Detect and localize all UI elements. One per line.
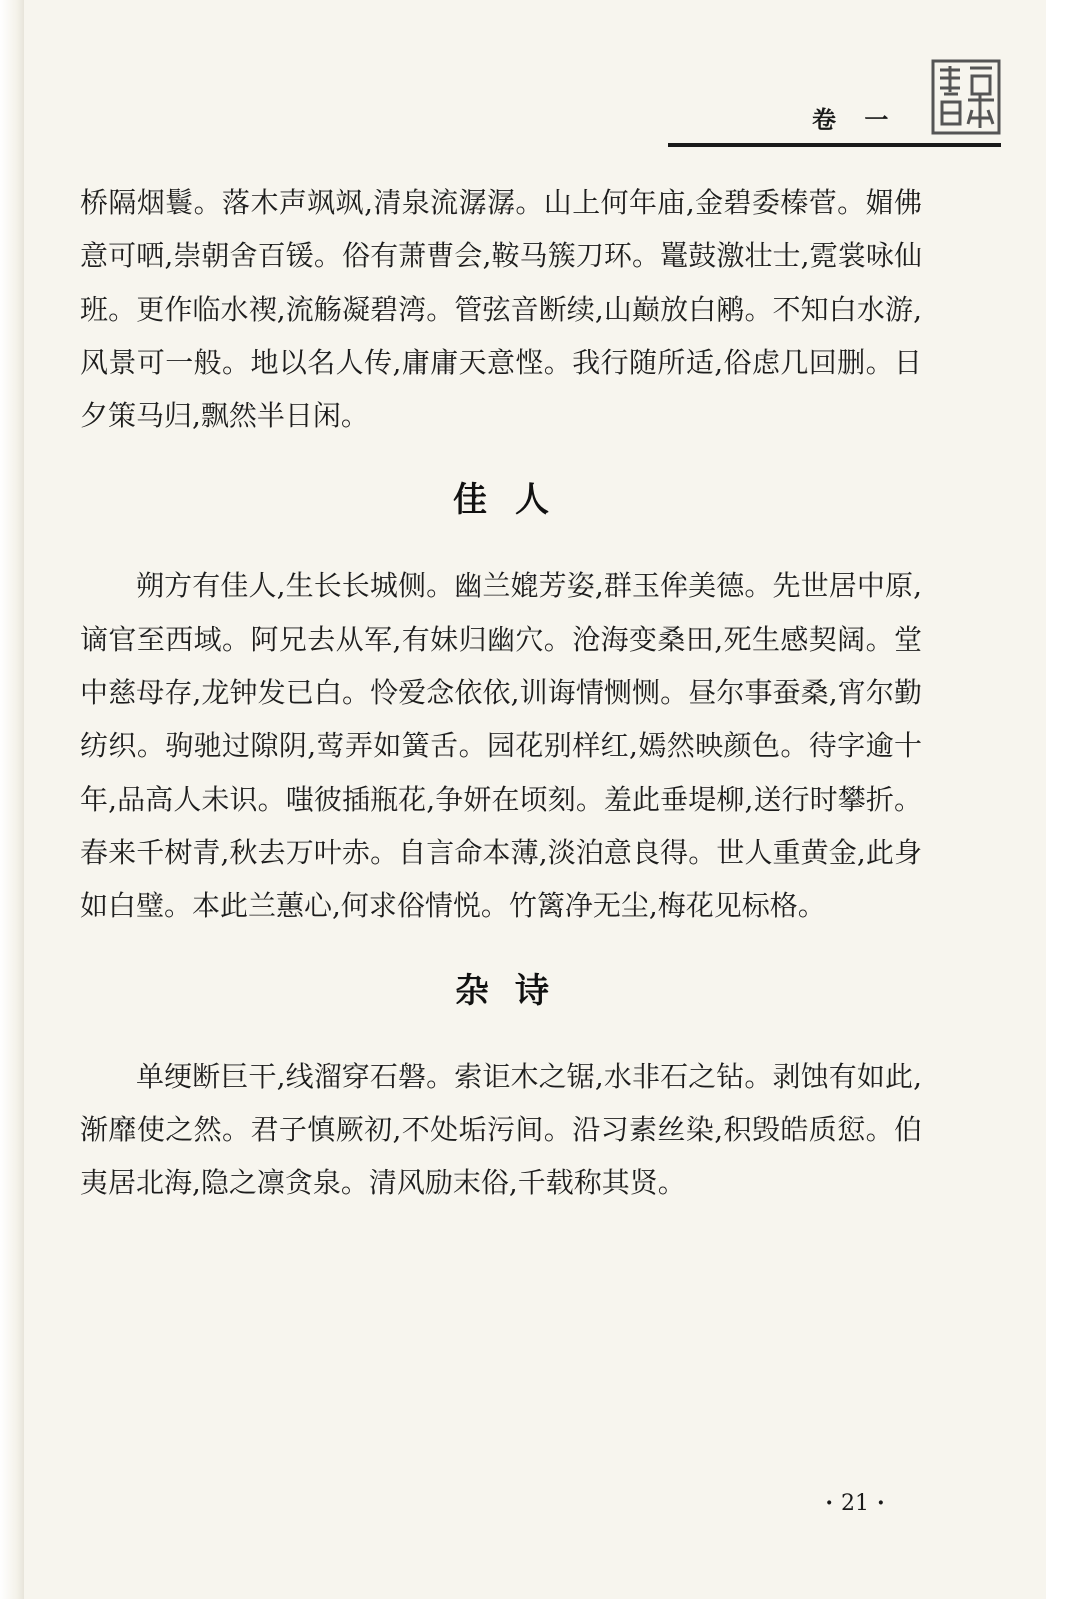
- seal-stamp-icon: [930, 58, 1002, 136]
- page-number-value: 21: [841, 1491, 869, 1516]
- poem-title-jiaren: 佳人: [453, 480, 577, 521]
- poem-continuation: 桥隔烟鬟。落木声飒飒,清泉流潺潺。山上何年庙,金碧委榛菅。媚佛意可哂,崇朝舍百锾。俗有萧曹会,鞍马簇刀环。鼍鼓激壮士,霓裳咏仙班。更作临水禊,流觞凝碧湾。管弦音断续,山巅放白鹇。不知白水游,风景可一般。地以名人传,庸庸天意悭。我行随所适,俗虑几回删。日夕策马归,飘然半日闲。: [80, 186, 922, 433]
- poem-content: [80, 176, 922, 1209]
- page-edge-left: [0, 0, 24, 1599]
- poem-body-jiaren: 朔方有佳人,生长长城侧。幽兰媲芳姿,群玉侔美德。先世居中原,谪官至西域。阿兄去从军,有妹归幽穴。沧海变桑田,死生感契阔。堂中慈母存,龙钟发已白。怜爱念依依,训诲情恻恻。昼尔事蚕桑,宵尔勤纺织。驹驰过隙阴,莺弄如簧舌。园花别样红,嫣然映颜色。待字逾十年,品高人未识。嗤彼插瓶花,争妍在顷刻。羞此垂堤柳,送行时攀折。春来千树青,秋去万叶赤。自言命本薄,淡泊意良得。世人重黄金,此身如白璧。本此兰蕙心,何求俗情悦。竹篱净无尘,梅花见标格。: [80, 569, 922, 923]
- chapter-label: 卷 一: [812, 106, 899, 134]
- poem-body-zashi: 单绠断巨干,线溜穿石磐。索讵木之锯,水非石之钻。剥蚀有如此,渐靡使之然。君子慎厥初,不处垢污间。沿习素丝染,积毁皓质愆。伯夷居北海,隐之凛贪泉。清风励末俗,千载称其贤。: [80, 1059, 922, 1200]
- page-edge-right: [1046, 0, 1066, 1599]
- dot-left: ·: [825, 1490, 833, 1516]
- page-number: [800, 1490, 910, 1516]
- poem-title-zashi: 杂诗: [455, 970, 575, 1011]
- dot-right: ·: [877, 1490, 885, 1516]
- header-rule: [668, 143, 1001, 147]
